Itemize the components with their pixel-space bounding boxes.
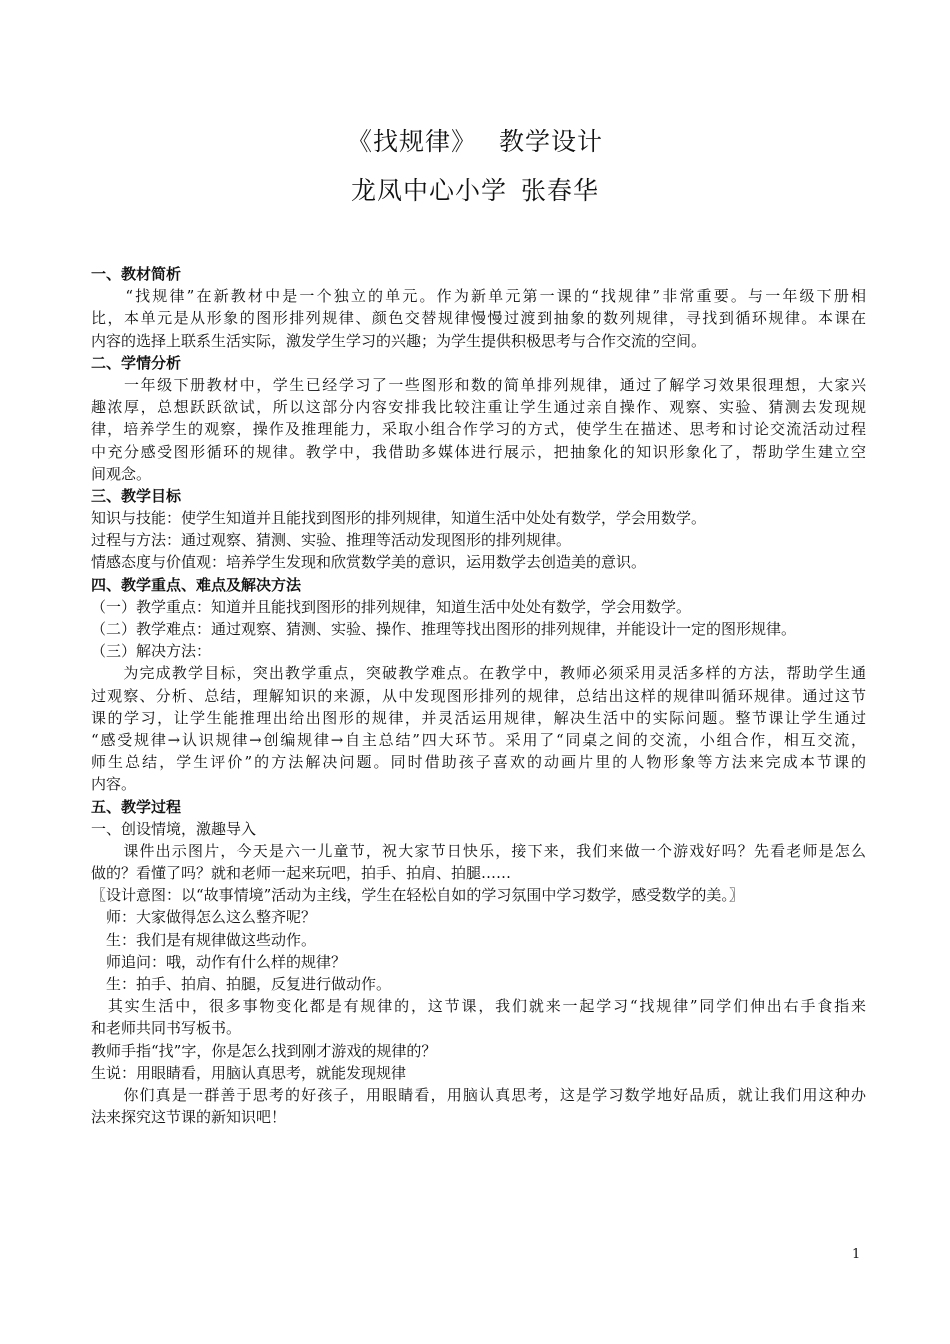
text-line: 为完成教学目标，突出教学重点，突破教学难点。在教学中，教师必须采用灵活多样的方法，帮助学生通 — [91, 664, 866, 683]
text-line: 一、创设情境，激趣导入 — [91, 819, 257, 838]
section-heading: 四、教学重点、难点及解决方法 — [91, 575, 302, 594]
text-line: 师追问：哦，动作有什么样的规律？ — [91, 952, 347, 971]
text-line: （三）解决方法： — [91, 642, 212, 661]
text-line: 一年级下册教材中，学生已经学习了一些图形和数的简单排列规律，通过了解学习效果很理想，大家兴 — [91, 375, 866, 394]
text-line: 生：我们是有规律做这些动作。 — [91, 930, 317, 949]
text-line: 内容。 — [91, 775, 137, 794]
text-line: 趣浓厚，总想跃跃欲试，所以这部分内容安排我比较注重让学生通过亲自操作、观察、实验、猜测去发现规 — [91, 398, 866, 417]
text-line: 间观念。 — [91, 464, 152, 483]
text-line: 过程与方法：通过观察、猜测、实验、推理等活动发现图形的排列规律。 — [91, 531, 572, 550]
text-line: 〖设计意图：以“故事情境”活动为主线，学生在轻松自如的学习氛围中学习数学，感受数学的美。〗 — [91, 886, 744, 905]
text-line: 课的学习，让学生能推理出给出图形的规律，并灵活运用规律，解决生活中的实际问题。整节课让学生通过 — [91, 708, 866, 727]
author-school: 龙凤中心小学 — [350, 176, 507, 205]
text-line: 比，本单元是从形象的图形排列规律、颜色交替规律慢慢过渡到抽象的数列规律，寻找到循环规律。本课在 — [91, 309, 866, 328]
section-heading: 一、教材简析 — [91, 265, 182, 283]
text-line: 情感态度与价值观：培养学生发现和欣赏数学美的意识，运用数学去创造美的意识。 — [91, 553, 647, 572]
page-number: 1 — [852, 1247, 861, 1262]
text-line: 法来探究这节课的新知识吧！ — [91, 1108, 287, 1127]
text-line: 生：拍手、拍肩、拍腿，反复进行做动作。 — [91, 975, 392, 993]
text-line: 其实生活中，很多事物变化都是有规律的，这节课，我们就来一起学习“找规律”同学们伸出右手食指来 — [91, 997, 866, 1016]
text-line: 过观察、分析、总结，理解知识的来源，从中发现图形排列的规律，总结出这样的规律叫循环规律。通过这节 — [91, 686, 866, 705]
title-sub: 教学设计 — [499, 127, 604, 156]
title-main: 《找规律》 — [346, 127, 477, 156]
section-heading: 二、学情分析 — [91, 353, 182, 372]
text-line: （一）教学重点：知道并且能找到图形的排列规律，知道生活中处处有数学，学会用数学。 — [91, 597, 692, 616]
text-line: （二）教学难点：通过观察、猜测、实验、操作、推理等找出图形的排列规律，并能设计一定的图形规律。 — [91, 620, 797, 638]
text-line: 内容的选择上联系生活实际，激发学生学习的兴趣；为学生提供积极思考与合作交流的空间。 — [91, 331, 707, 350]
text-line: 和老师共同书写板书。 — [91, 1019, 242, 1038]
document-title — [0, 122, 950, 158]
text-line: 师：大家做得怎么这么整齐呢？ — [91, 908, 317, 927]
text-line: 律，培养学生的观察，操作及推理能力，采取小组合作学习的方式，使学生在描述、思考和讨论交流活动过程 — [91, 420, 866, 439]
text-line: 师生总结，学生评价”的方法解决问题。同时借助孩子喜欢的动画片里的人物形象等方法来完成本节课的 — [91, 753, 866, 772]
text-line: “感受规律→认识规律→创编规律→自主总结”四大环节。采用了“同桌之间的交流，小组合作，相互交流， — [91, 730, 866, 749]
author-name: 张春华 — [521, 176, 600, 205]
text-line: 生说：用眼睛看，用脑认真思考，就能发现规律 — [91, 1063, 407, 1082]
text-line: 知识与技能：使学生知道并且能找到图形的排列规律，知道生活中处处有数学，学会用数学。 — [91, 509, 707, 528]
document-body — [91, 263, 866, 1128]
text-line: 做的？看懂了吗？就和老师一起来玩吧，拍手、拍肩、拍腿…… — [91, 864, 512, 883]
text-line: 教师手指“找”字，你是怎么找到刚才游戏的规律的？ — [91, 1041, 437, 1060]
section-heading: 五、教学过程 — [91, 797, 182, 816]
section-heading: 三、教学目标 — [91, 486, 182, 505]
text-line: 你们真是一群善于思考的好孩子，用眼睛看，用脑认真思考，这是学习数学地好品质，就让我们用这种办 — [91, 1085, 866, 1104]
text-line: “找规律”在新教材中是一个独立的单元。作为新单元第一课的“找规律”非常重要。与一年级下册相 — [91, 287, 866, 306]
author-line — [0, 171, 950, 207]
text-line: 课件出示图片，今天是六一儿童节，祝大家节日快乐，接下来，我们来做一个游戏好吗？先看老师是怎么 — [91, 841, 866, 860]
text-line: 中充分感受图形循环的规律。教学中，我借助多媒体进行展示，把抽象化的知识形象化了，帮助学生建立空 — [91, 442, 866, 461]
